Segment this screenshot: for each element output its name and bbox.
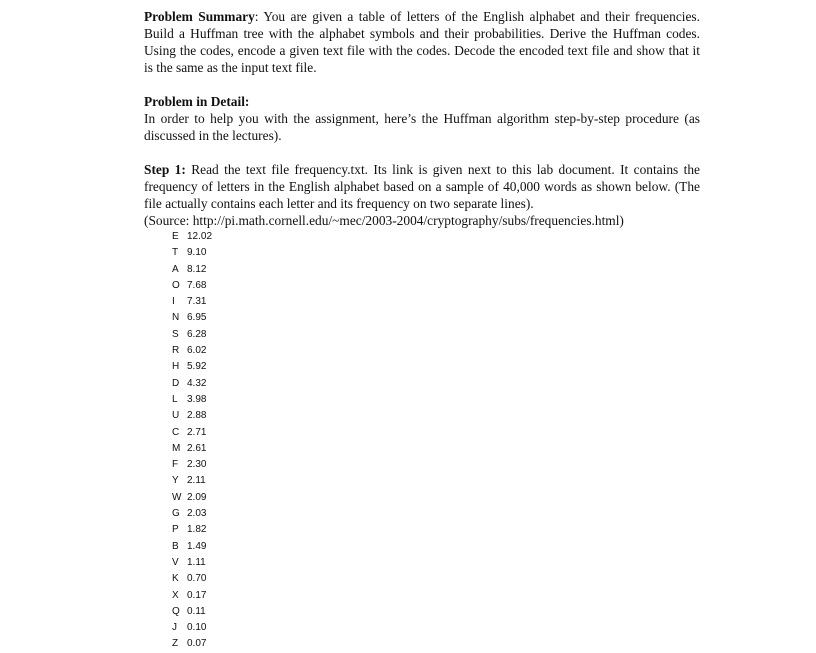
frequency-letter: S	[172, 328, 179, 340]
frequency-letter: G	[172, 508, 180, 520]
frequency-letter: N	[172, 312, 180, 324]
frequency-row	[172, 343, 212, 359]
frequency-letter: C	[172, 426, 180, 438]
problem-detail-text: In order to help you with the assignment, here’s the Huffman algorithm step-by-step procedure (as discussed in the lectures).	[144, 111, 700, 143]
frequency-value: 2.30	[187, 459, 207, 471]
frequency-letter: T	[172, 247, 179, 259]
frequency-letter: E	[172, 231, 179, 242]
frequency-row	[172, 473, 212, 489]
problem-summary-text: : You are given a table of letters of the English alphabet and their frequencies. Build a Huffman tree with the alphabet symbols and their probabilities. Derive the Huffman codes. Using the codes, encode a given text file with the codes. Decode the encoded text file and show that it is the same as the input text file.	[144, 9, 700, 75]
frequency-row	[172, 604, 212, 620]
frequency-value: 3.98	[187, 393, 207, 405]
frequency-value: 1.49	[187, 540, 207, 552]
frequency-value: 12.02	[187, 231, 213, 242]
frequency-value: 2.11	[187, 475, 206, 487]
frequency-row	[172, 425, 212, 441]
frequency-value: 8.12	[187, 263, 207, 275]
frequency-letter: F	[172, 459, 179, 471]
frequency-letter: L	[172, 393, 178, 405]
frequency-letter: K	[172, 573, 179, 585]
frequency-letter: Z	[172, 638, 179, 650]
frequency-letter: I	[172, 296, 175, 308]
frequency-value: 0.11	[187, 605, 206, 617]
frequency-row	[172, 441, 212, 457]
frequency-row	[172, 408, 212, 424]
frequency-letter: W	[172, 491, 182, 503]
frequency-row	[172, 294, 212, 310]
problem-summary-paragraph	[144, 8, 700, 76]
frequency-letter: V	[172, 556, 179, 568]
frequency-letter: B	[172, 540, 179, 552]
frequency-value: 1.82	[187, 524, 207, 536]
problem-detail-heading: Problem in Detail:	[144, 94, 250, 109]
frequency-value: 5.92	[187, 361, 207, 373]
frequency-row	[172, 636, 212, 652]
frequency-letter: Q	[172, 605, 180, 617]
step1-source: (Source: http://pi.math.cornell.edu/~mec/2003-2004/cryptography/subs/frequencies.html)	[144, 213, 624, 228]
frequency-row	[172, 327, 212, 343]
frequency-value: 6.02	[187, 345, 207, 357]
frequency-row	[172, 310, 212, 326]
frequency-value: 2.09	[187, 491, 207, 503]
frequency-value: 6.95	[187, 312, 207, 324]
frequency-value: 9.10	[187, 247, 207, 259]
frequency-letter: U	[172, 410, 180, 422]
frequency-letter: X	[172, 589, 179, 601]
frequency-row	[172, 555, 212, 571]
frequency-row	[172, 522, 212, 538]
frequency-value: 6.28	[187, 328, 207, 340]
frequency-row	[172, 262, 212, 278]
frequency-value: 2.03	[187, 508, 207, 520]
frequency-value: 7.68	[187, 279, 207, 291]
frequency-row	[172, 457, 212, 473]
frequency-row	[172, 490, 212, 506]
frequency-value: 0.07	[187, 638, 207, 650]
frequency-row	[172, 245, 212, 261]
frequency-row	[172, 278, 212, 294]
frequency-table	[172, 229, 212, 653]
frequency-letter: R	[172, 345, 180, 357]
frequency-letter: O	[172, 279, 180, 291]
frequency-row	[172, 571, 212, 587]
frequency-letter: J	[172, 622, 177, 634]
frequency-row	[172, 359, 212, 375]
frequency-value: 2.61	[187, 442, 207, 454]
step1-heading: Step 1:	[144, 162, 186, 177]
frequency-value: 0.17	[187, 589, 207, 601]
step1-text: Read the text file frequency.txt. Its link is given next to this lab document. It contains the frequency of letters in the English alphabet based on a sample of 40,000 words as shown below. (The file actually contains each letter and its frequency on two separate lines).	[144, 162, 700, 211]
frequency-value: 7.31	[187, 296, 207, 308]
frequency-row	[172, 376, 212, 392]
document-body	[144, 8, 700, 229]
frequency-letter: A	[172, 263, 179, 275]
frequency-row	[172, 539, 212, 555]
step1-paragraph	[144, 161, 700, 229]
frequency-value: 0.70	[187, 573, 207, 585]
frequency-value: 2.88	[187, 410, 207, 422]
frequency-value: 4.32	[187, 377, 207, 389]
frequency-row	[172, 506, 212, 522]
frequency-row	[172, 392, 212, 408]
frequency-value: 2.71	[187, 426, 207, 438]
frequency-letter: H	[172, 361, 180, 373]
frequency-letter: D	[172, 377, 180, 389]
frequency-value: 0.10	[187, 622, 207, 634]
frequency-letter: M	[172, 442, 181, 454]
frequency-value: 1.11	[187, 556, 206, 568]
frequency-letter: P	[172, 524, 179, 536]
problem-summary-heading: Problem Summary	[144, 9, 255, 24]
frequency-row	[172, 588, 212, 604]
frequency-letter: Y	[172, 475, 179, 487]
problem-detail-paragraph	[144, 93, 700, 144]
frequency-row	[172, 229, 212, 245]
frequency-row	[172, 620, 212, 636]
